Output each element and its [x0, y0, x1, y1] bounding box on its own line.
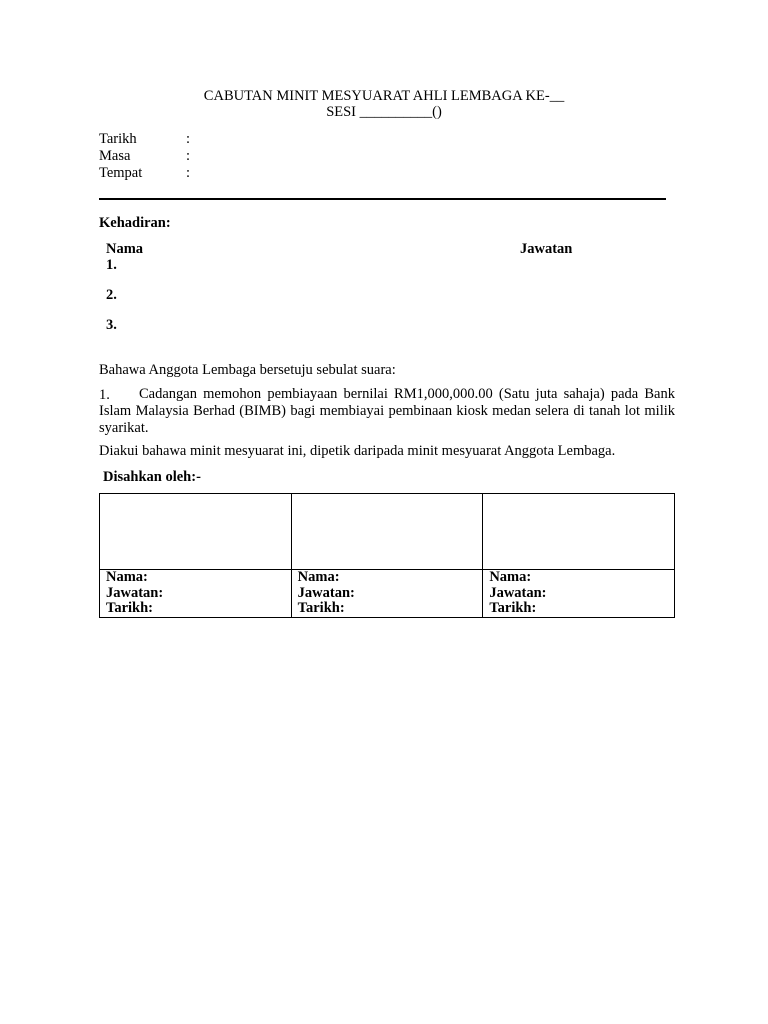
- header-divider: [99, 198, 666, 200]
- session-line: SESI __________(): [326, 104, 442, 120]
- resolution-intro: Bahawa Anggota Lembaga bersetuju sebulat suara:: [99, 362, 396, 378]
- signatory-details-1: [100, 570, 292, 618]
- document-title: CABUTAN MINIT MESYUARAT AHLI LEMBAGA KE-__: [203, 88, 565, 104]
- signatory-position-label: Jawatan:: [489, 584, 547, 601]
- signatory-position-label: Jawatan:: [106, 584, 164, 601]
- attendance-name-header: Nama: [106, 241, 144, 257]
- venue-label: Tempat: [99, 165, 143, 181]
- signatory-date-label: Tarikh:: [489, 600, 537, 616]
- signatory-name-label: Nama:: [489, 569, 532, 585]
- signature-box-2: [291, 494, 483, 570]
- date-label: Tarikh: [99, 131, 137, 147]
- signature-box-1: [100, 494, 292, 570]
- signatory-date-label: Tarikh:: [106, 600, 154, 616]
- signature-table: [99, 493, 675, 618]
- attendance-position-header: Jawatan: [520, 241, 573, 257]
- attendance-row-2: 2.: [106, 287, 117, 303]
- signatory-name-label: Nama:: [297, 569, 340, 585]
- signatory-details-3: [483, 570, 675, 618]
- certification-statement: Diakui bahawa minit mesyuarat ini, dipetik daripada minit mesyuarat Anggota Lembaga.: [99, 443, 616, 459]
- time-label: Masa: [99, 148, 131, 164]
- resolution-item-text: Cadangan memohon pembiayaan bernilai RM1,000,000.00 (Satu juta sahaja) pada Bank Islam Malaysia Berhad (BIMB) bagi membiayai pembinaan kiosk medan selera di tanah lot milik syarikat.: [99, 386, 675, 436]
- approval-heading: Disahkan oleh:-: [103, 469, 201, 485]
- signature-box-3: [483, 494, 675, 570]
- attendance-heading: Kehadiran:: [99, 215, 171, 231]
- signatory-details-2: [291, 570, 483, 618]
- attendance-row-1: 1.: [106, 257, 117, 273]
- signatory-date-label: Tarikh:: [297, 600, 345, 616]
- time-colon: :: [186, 148, 191, 164]
- venue-colon: :: [186, 165, 191, 181]
- signatory-position-label: Jawatan:: [297, 584, 355, 601]
- attendance-row-3: 3.: [106, 317, 117, 333]
- date-colon: :: [186, 131, 191, 147]
- signatory-name-label: Nama:: [106, 569, 148, 585]
- resolution-item-number: 1.: [99, 387, 110, 403]
